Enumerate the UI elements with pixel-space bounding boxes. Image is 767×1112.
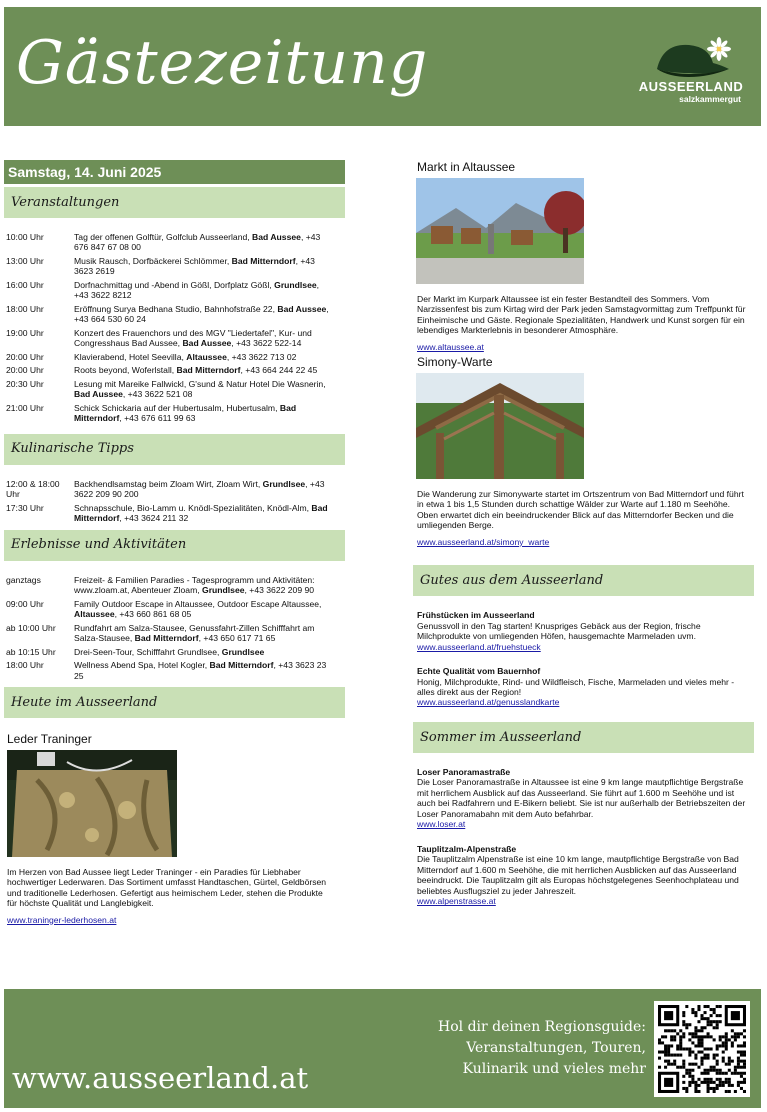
markt-text: Der Markt im Kurpark Altaussee ist ein fester Bestandteil des Sommers. Vom Narzissenfest bis zum Kirtag wird der Park jeden Samstagvormittag zum Treffpunkt für Einheimische und Gäste. Regionale Spezialitäten, Handwerk und Kunst sorgen für ein lebendiges Markterlebnis in besonderer Atmosphäre. xyxy=(417,293,746,336)
list-item xyxy=(4,403,345,424)
item-place: Grundlsee xyxy=(262,478,306,489)
item-place: Bad Aussee xyxy=(252,232,301,242)
item-time: ab 10:00 Uhr xyxy=(6,622,56,633)
item-place: Bad Mitterndorf xyxy=(209,660,274,671)
info-text: Die Loser Panoramastraße in Altaussee ist eine 9 km lange mautpflichtige Bergstraße mit herrlichem Ausblick auf das Ausseerland. Sie führt auf 1.600 m Seehöhe und ist auch bei Radfahrern und E-Bikern beliebt. Sie ist nur außerhalb der Betriebszeiten der Loser Panoramabahn mit dem Auto befahrbar. xyxy=(417,777,746,819)
footer-url[interactable]: www.ausseerland.at xyxy=(12,1061,309,1095)
info-block xyxy=(413,610,754,652)
item-contact: , +43 676 611 99 63 xyxy=(119,413,196,424)
markt-heading: Markt in Altaussee xyxy=(417,160,516,174)
item-contact: , +43 3622 522-14 xyxy=(231,338,302,349)
item-time: 20:00 Uhr xyxy=(6,351,44,362)
simony-link[interactable]: www.ausseerland.at/simony_warte xyxy=(417,536,550,547)
item-place: Bad Aussee xyxy=(182,338,232,349)
footer-promo xyxy=(424,1017,646,1080)
info-link[interactable]: www.alpenstrasse.at xyxy=(417,896,496,907)
list-item xyxy=(4,256,345,277)
item-contact: , +43 3622 209 90 xyxy=(244,585,315,596)
list-item xyxy=(4,379,345,400)
item-description xyxy=(74,599,343,620)
item-time: 21:00 Uhr xyxy=(6,402,44,413)
item-place: Bad Mitterndorf xyxy=(74,402,297,424)
item-place: Bad Mitterndorf xyxy=(231,255,296,266)
item-description xyxy=(74,647,343,657)
list-item xyxy=(4,479,345,500)
info-link[interactable]: www.ausseerland.at/genusslandkarte xyxy=(417,697,560,708)
markt-photo xyxy=(416,178,584,284)
item-place: Grundlsee xyxy=(202,585,245,596)
info-link[interactable]: www.ausseerland.at/fruehstueck xyxy=(417,641,541,652)
item-text: Freizeit- & Familien Paradies - Tagesprogramm und Aktivitäten: www.zloam.at, Abenteuer Zloam, xyxy=(74,574,315,596)
section-heute: Heute im Ausseerland xyxy=(4,687,345,718)
list-item xyxy=(4,647,345,657)
leder-traninger-text: Im Herzen von Bad Aussee liegt Leder Traninger - ein Paradies für Liebhaber hochwertiger Lederwaren. Das Sortiment umfasst Handtaschen, Gürtel, Geldbörsen und traditionelle Lederhosen. Gefertigt aus heimischem Leder, stehen die Produkte für höchste Qualität und Langlebigkeit. xyxy=(7,866,327,909)
leder-traninger-heading: Leder Traninger xyxy=(7,732,92,747)
list-item xyxy=(4,304,345,325)
item-text: Eröffnung Surya Bedhana Studio, Bahnhofstraße 22, xyxy=(74,303,278,314)
item-text: Drei-Seen-Tour, Schifffahrt Grundlsee, xyxy=(74,646,222,657)
info-heading: Tauplitzalm-Alpenstraße xyxy=(417,843,517,854)
list-item xyxy=(4,352,345,362)
list-item xyxy=(4,599,345,620)
item-place: Bad Mitterndorf xyxy=(74,502,328,524)
item-text: Schnapsschule, Bio-Lamm u. Knödl-Spezialitäten, Knödl-Alm, xyxy=(74,502,312,513)
item-place: Grundlsee xyxy=(221,646,265,657)
item-contact: , +43 676 847 67 08 00 xyxy=(74,232,321,253)
promo-line-2: Veranstaltungen, Touren, xyxy=(466,1040,646,1056)
right-column xyxy=(413,160,754,907)
list-item xyxy=(4,232,345,253)
item-time: 18:00 Uhr xyxy=(6,660,44,671)
item-description xyxy=(74,503,343,524)
item-text: Konzert des Frauenchors und des MGV "Liedertafel", Kur- und Congresshaus Bad Aussee, xyxy=(74,327,312,349)
lederhose-photo xyxy=(7,750,177,857)
promo-line-3: Kulinarik und vieles mehr xyxy=(462,1061,646,1077)
info-heading: Loser Panoramastraße xyxy=(417,766,511,777)
item-contact: , +43 664 530 60 24 xyxy=(74,303,329,325)
item-description xyxy=(74,352,343,362)
item-time: 20:00 Uhr xyxy=(6,365,44,376)
item-description xyxy=(74,256,343,277)
item-description xyxy=(74,365,343,375)
item-text: Rundfahrt am Salza-Stausee, Genussfahrt-Zillen Schifffahrt am Salza-Stausee, xyxy=(74,622,315,644)
item-description xyxy=(74,280,343,301)
item-description xyxy=(74,479,343,500)
item-time: ganztags xyxy=(6,574,41,585)
item-text: Lesung mit Mareike Fallwickl, G'sund & Natur Hotel Die Wasnerin, xyxy=(74,378,326,389)
item-text: Family Outdoor Escape in Altaussee, Outdoor Escape Altaussee, xyxy=(74,598,322,609)
item-contact: , +43 3622 8212 xyxy=(74,279,320,301)
item-time: 12:00 & 18:00 Uhr xyxy=(6,478,60,500)
item-contact: , +43 3622 713 02 xyxy=(226,351,297,362)
item-contact: , +43 3623 23 25 xyxy=(74,660,327,681)
list-item xyxy=(4,280,345,301)
item-description xyxy=(74,623,343,644)
item-time: 10:00 Uhr xyxy=(6,232,44,242)
info-link[interactable]: www.loser.at xyxy=(417,819,466,830)
list-item xyxy=(4,328,345,349)
item-place: Bad Aussee xyxy=(74,389,123,400)
item-time: ab 10:15 Uhr xyxy=(6,646,56,657)
item-contact: , +43 664 244 22 45 xyxy=(240,365,318,376)
section-kulinarisch: Kulinarische Tipps xyxy=(4,434,345,465)
traninger-link[interactable]: www.traninger-lederhosen.at xyxy=(7,914,117,925)
item-text: Wellness Abend Spa, Hotel Kogler, xyxy=(74,660,210,671)
item-text: Musik Rausch, Dorfbäckerei Schlömmer, xyxy=(74,255,232,266)
culinary-list xyxy=(4,479,345,524)
item-place: Bad Aussee xyxy=(277,303,327,314)
section-gutes: Gutes aus dem Ausseerland xyxy=(413,565,754,596)
item-contact: , +43 650 617 71 65 xyxy=(198,633,276,644)
item-text: Backhendlsamstag beim Zloam Wirt, Zloam Wirt, xyxy=(74,478,263,489)
header-banner xyxy=(4,7,761,126)
sommer-list xyxy=(413,767,754,907)
logo-brand: AUSSEERLAND xyxy=(638,79,744,94)
list-item xyxy=(4,660,345,681)
promo-line-1: Hol dir deinen Regionsguide: xyxy=(438,1019,646,1035)
item-description xyxy=(74,328,343,349)
item-time: 16:00 Uhr xyxy=(6,279,44,290)
item-description xyxy=(74,660,343,681)
section-sommer: Sommer im Ausseerland xyxy=(413,722,754,753)
item-description xyxy=(74,575,343,596)
logo-sub: salzkammergut xyxy=(679,94,741,104)
list-item xyxy=(4,365,345,375)
item-time: 17:30 Uhr xyxy=(6,502,44,513)
item-time: 19:00 Uhr xyxy=(6,327,44,338)
page-title: Gästezeitung xyxy=(16,28,429,98)
left-column xyxy=(4,160,345,925)
date-heading: Samstag, 14. Juni 2025 xyxy=(4,160,345,184)
section-erlebnisse: Erlebnisse und Aktivitäten xyxy=(4,530,345,561)
item-contact: , +43 3624 211 32 xyxy=(119,513,189,524)
item-text: Schick Schickaria auf der Hubertusalm, Hubertusalm, xyxy=(74,402,280,413)
item-time: 20:30 Uhr xyxy=(6,378,44,389)
activities-list xyxy=(4,575,345,681)
info-block xyxy=(413,844,754,907)
altaussee-link[interactable]: www.altaussee.at xyxy=(417,341,484,352)
simony-text: Die Wanderung zur Simonywarte startet im Ortszentrum von Bad Mitterndorf und führt in etwa 1 bis 1,5 Stunden durch schattige Wälder zur Warte auf 1.180 m Seehöhe. Oben erwartet dich ein beeindruckender Blick auf das Mitterndorfer Becken und die umliegenden Berge. xyxy=(417,488,744,531)
list-item xyxy=(4,575,345,596)
item-text: Dorfnachmittag und -Abend in Gößl, Dorfplatz Gößl, xyxy=(74,279,275,290)
item-place: Altaussee xyxy=(186,351,227,362)
item-contact: , +43 3622 209 90 200 xyxy=(74,478,325,500)
item-description xyxy=(74,379,343,400)
item-place: Bad Mitterndorf xyxy=(134,633,199,644)
info-heading: Echte Qualität vom Bauernhof xyxy=(417,666,541,677)
simony-heading: Simony-Warte xyxy=(417,355,493,370)
section-veranstaltungen: Veranstaltungen xyxy=(4,187,345,218)
item-contact: , +43 660 861 68 05 xyxy=(114,609,192,620)
item-contact: , +43 3623 2619 xyxy=(74,255,315,277)
info-text: Honig, Milchprodukte, Rind- und Wildfleisch, Fische, Marmeladen und vieles mehr - alles direkt aus der Region! xyxy=(417,676,735,697)
item-time: 09:00 Uhr xyxy=(6,598,44,609)
simony-photo xyxy=(416,373,584,479)
item-text: Roots beyond, Woferlstall, xyxy=(74,365,177,376)
item-text: Klavierabend, Hotel Seevilla, xyxy=(74,351,187,362)
item-description xyxy=(74,232,343,253)
qr-code-icon[interactable] xyxy=(654,1001,750,1097)
list-item xyxy=(4,503,345,524)
list-item xyxy=(4,623,345,644)
item-time: 18:00 Uhr xyxy=(6,303,44,314)
info-block xyxy=(413,767,754,830)
events-list xyxy=(4,232,345,424)
info-heading: Frühstücken im Ausseerland xyxy=(417,610,535,621)
info-text: Genussvoll in den Tag starten! Knuspriges Gebäck aus der Region, frische Milchprodukte von umliegenden Höfen, hausgemachte Marmeladen uvm. xyxy=(417,620,701,642)
item-place: Altaussee xyxy=(74,609,115,620)
item-contact: , +43 3622 521 08 xyxy=(122,389,193,400)
item-place: Bad Mitterndorf xyxy=(176,365,241,376)
item-time: 13:00 Uhr xyxy=(6,255,44,266)
gutes-list xyxy=(413,610,754,708)
item-description xyxy=(74,304,343,325)
info-text: Die Tauplitzalm Alpenstraße ist eine 10 km lange, mautpflichtige Bergstraße von Bad Mitterndorf auf 1.600 m Seehöhe, die mit herrlichen Ausblicken auf das Ausseerland beeindruckt. Die Tauplitzalm gilt als Europas höchstgelegenes Seenhochplateau und beliebtes Ausflugsziel zu jeder Jahreszeit. xyxy=(417,854,739,896)
item-description xyxy=(74,403,343,424)
footer-banner xyxy=(4,989,761,1108)
hat-logo-icon xyxy=(649,35,739,81)
item-place: Grundlsee xyxy=(274,279,317,290)
info-block xyxy=(413,666,754,708)
ausseerland-logo xyxy=(635,33,747,107)
item-text: Tag der offenen Golftür, Golfclub Ausseerland, xyxy=(74,232,253,242)
